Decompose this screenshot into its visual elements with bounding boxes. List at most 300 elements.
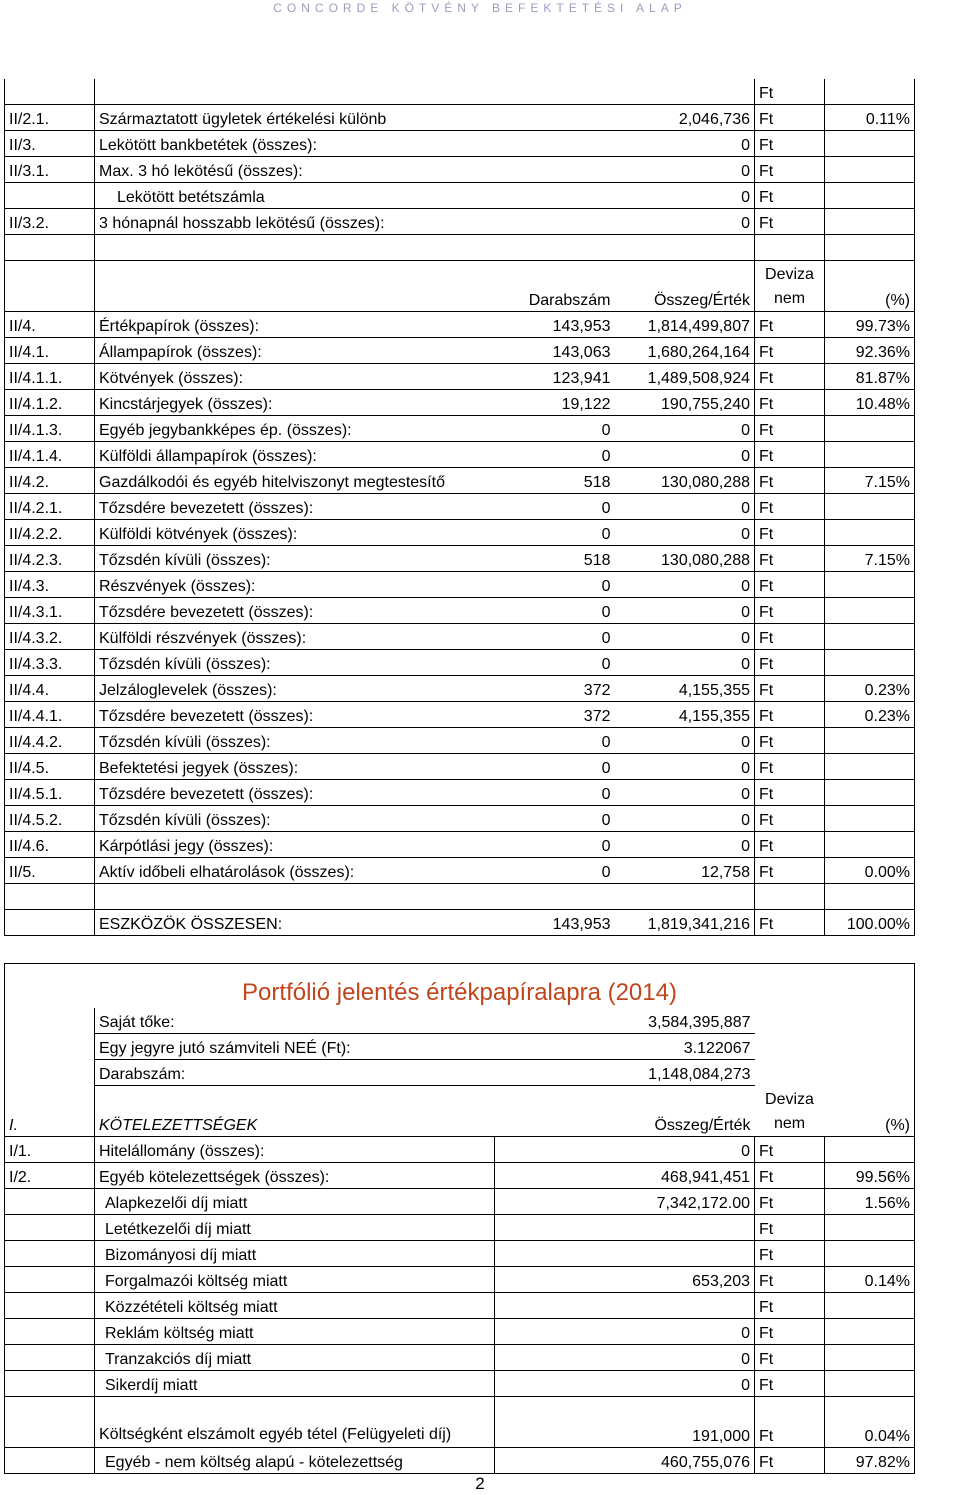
table-row	[5, 390, 915, 416]
code-cell: II/3.2.	[5, 209, 95, 235]
code-cell	[5, 1292, 95, 1318]
pct-cell: 99.56%	[825, 1162, 915, 1188]
table-row	[5, 105, 915, 131]
page-header: CONCORDE KÖTVÉNY BEFEKTETÉSI ALAP	[273, 1, 687, 15]
value-cell: 0	[615, 442, 755, 468]
count-cell: 0	[495, 754, 615, 780]
code-cell: II/3.	[5, 131, 95, 157]
code-cell: II/4.4.1.	[5, 702, 95, 728]
title-row	[5, 964, 915, 1009]
pct-cell	[825, 1240, 915, 1266]
table-row	[5, 1318, 915, 1344]
currency-cell: Ft	[755, 520, 825, 546]
label-cell: Bizományosi díj miatt	[95, 1240, 495, 1266]
count-cell	[495, 157, 615, 183]
table-cell	[495, 1086, 615, 1137]
table-row	[5, 1188, 915, 1214]
code-cell	[5, 1344, 95, 1370]
total-row	[5, 910, 915, 936]
currency-cell: Ft	[755, 1344, 825, 1370]
label-cell: Tőzsdére bevezetett (összes):	[95, 598, 495, 624]
currency-cell: Ft	[755, 1396, 825, 1447]
blank-cell	[495, 1396, 615, 1447]
count-cell: 518	[495, 468, 615, 494]
table-row	[5, 702, 915, 728]
value-cell: 653,203	[615, 1266, 755, 1292]
table-row	[5, 572, 915, 598]
code-cell: II/3.1.	[5, 157, 95, 183]
label-cell: Kincstárjegyek (összes):	[95, 390, 495, 416]
value-cell: 0	[615, 806, 755, 832]
currency-header	[755, 1086, 825, 1137]
pct-cell: 0.11%	[825, 105, 915, 131]
value-cell: 130,080,288	[615, 546, 755, 572]
code-cell: II/4.	[5, 312, 95, 338]
label-cell: Kárpótlási jegy (összes):	[95, 832, 495, 858]
count-cell	[495, 183, 615, 209]
pct-cell: 0.23%	[825, 702, 915, 728]
table-row	[5, 468, 915, 494]
code-cell: II/2.1.	[5, 105, 95, 131]
table-row	[5, 806, 915, 832]
currency-cell: Ft	[755, 494, 825, 520]
assets-table	[4, 79, 915, 936]
code-cell	[5, 1447, 95, 1473]
code-cell	[5, 1240, 95, 1266]
code-cell: II/4.2.1.	[5, 494, 95, 520]
value-cell: 1,489,508,924	[615, 364, 755, 390]
count-cell: 0	[495, 598, 615, 624]
label-cell: Tranzakciós díj miatt	[95, 1344, 495, 1370]
table-row	[5, 131, 915, 157]
currency-cell: Ft	[755, 416, 825, 442]
code-cell	[5, 1060, 95, 1086]
label-cell: Külföldi kötvények (összes):	[95, 520, 495, 546]
table-row	[5, 728, 915, 754]
count-cell: 0	[495, 494, 615, 520]
pct-cell: 0.00%	[825, 858, 915, 884]
value-cell: 0	[615, 650, 755, 676]
label-cell: Költségként elszámolt egyéb tétel (Felügyeleti díj)	[95, 1396, 495, 1447]
total-currency: Ft	[755, 910, 825, 936]
label-cell: Letétkezelői díj miatt	[95, 1214, 495, 1240]
header-row	[5, 1086, 915, 1137]
label-cell: Egyéb - nem költség alapú - kötelezettség	[95, 1447, 495, 1473]
value-cell: 0	[615, 1136, 755, 1162]
label-cell: Hitelállomány (összes):	[95, 1136, 495, 1162]
blank-cell	[495, 1447, 615, 1473]
blank-cell	[495, 1318, 615, 1344]
table-row	[5, 780, 915, 806]
currency-cell: Ft	[755, 858, 825, 884]
value-cell: 2,046,736	[615, 105, 755, 131]
currency-header-top: Deviza	[765, 1090, 814, 1108]
currency-header-bottom: nem	[773, 1114, 806, 1132]
table-row	[5, 650, 915, 676]
pct-cell: 92.36%	[825, 338, 915, 364]
label-cell	[95, 79, 495, 105]
table-row	[5, 1370, 915, 1396]
table-row	[5, 338, 915, 364]
value-cell: 0	[615, 183, 755, 209]
pct-cell	[825, 209, 915, 235]
code-cell: II/4.1.	[5, 338, 95, 364]
info-row	[5, 1060, 915, 1086]
pct-cell	[825, 598, 915, 624]
count-cell: 0	[495, 442, 615, 468]
label-cell: Tőzsdére bevezetett (összes):	[95, 494, 495, 520]
pct-cell	[825, 754, 915, 780]
label-cell: Gazdálkodói és egyéb hitelviszonyt megtestesítő	[95, 468, 495, 494]
table-row	[5, 1447, 915, 1473]
currency-header-bottom: nem	[773, 290, 806, 307]
code-cell	[5, 1396, 95, 1447]
table-cell	[615, 235, 755, 261]
total-label: ESZKÖZÖK ÖSSZESEN:	[95, 910, 495, 936]
count-cell: 0	[495, 806, 615, 832]
info-row	[5, 1034, 915, 1060]
currency-cell: Ft	[755, 1292, 825, 1318]
code-cell: II/4.1.2.	[5, 390, 95, 416]
table-row	[5, 209, 915, 235]
pct-cell: 7.15%	[825, 468, 915, 494]
pct-cell	[825, 728, 915, 754]
empty-row	[5, 884, 915, 910]
currency-cell: Ft	[755, 1188, 825, 1214]
value-cell: 0	[615, 624, 755, 650]
currency-cell: Ft	[755, 572, 825, 598]
pct-cell	[825, 780, 915, 806]
value-cell: 4,155,355	[615, 702, 755, 728]
blank-cell	[495, 1188, 615, 1214]
count-cell: 372	[495, 676, 615, 702]
code-cell	[5, 1214, 95, 1240]
table-row	[5, 416, 915, 442]
pct-cell: 1.56%	[825, 1188, 915, 1214]
currency-cell: Ft	[755, 598, 825, 624]
table-row	[5, 1214, 915, 1240]
blank-cell	[825, 1060, 915, 1086]
table-cell	[495, 235, 615, 261]
currency-cell: Ft	[755, 338, 825, 364]
pct-cell	[825, 79, 915, 105]
label-cell: Tőzsdén kívüli (összes):	[95, 806, 495, 832]
count-cell: 372	[495, 702, 615, 728]
blank-cell	[825, 1008, 915, 1034]
value-cell: 0	[615, 416, 755, 442]
currency-header	[755, 261, 825, 312]
code-cell: II/4.2.	[5, 468, 95, 494]
table-cell	[755, 884, 825, 910]
table-row	[5, 1136, 915, 1162]
info-label: Darabszám:	[95, 1060, 495, 1086]
currency-cell: Ft	[755, 832, 825, 858]
count-cell: 0	[495, 520, 615, 546]
currency-cell: Ft	[755, 79, 825, 105]
currency-cell: Ft	[755, 754, 825, 780]
currency-cell: Ft	[755, 780, 825, 806]
table-row	[5, 442, 915, 468]
pct-cell	[825, 520, 915, 546]
value-cell: 0	[615, 157, 755, 183]
label-cell: Tőzsdére bevezetett (összes):	[95, 780, 495, 806]
code-cell	[5, 1266, 95, 1292]
value-cell: 12,758	[615, 858, 755, 884]
value-cell: 1,814,499,807	[615, 312, 755, 338]
pct-header: (%)	[825, 261, 915, 312]
currency-cell: Ft	[755, 1240, 825, 1266]
code-cell: II/4.3.3.	[5, 650, 95, 676]
value-cell: 0	[615, 1370, 755, 1396]
info-label: Saját tőke:	[95, 1008, 495, 1034]
code-cell: II/4.3.	[5, 572, 95, 598]
table-row	[5, 1344, 915, 1370]
total-count: 143,953	[552, 916, 611, 933]
pct-cell	[825, 1136, 915, 1162]
currency-cell: Ft	[755, 1136, 825, 1162]
label-cell: Értékpapírok (összes):	[95, 312, 495, 338]
label-cell: Max. 3 hó lekötésű (összes):	[95, 157, 495, 183]
table-row	[5, 858, 915, 884]
table-row	[5, 676, 915, 702]
info-label: Egy jegyre jutó számviteli NEÉ (Ft):	[95, 1034, 495, 1060]
blank-cell	[495, 1370, 615, 1396]
currency-cell: Ft	[755, 1318, 825, 1344]
table-cell	[5, 910, 95, 936]
pct-cell	[825, 650, 915, 676]
pct-cell	[825, 832, 915, 858]
blank-cell	[495, 1344, 615, 1370]
pct-cell	[825, 806, 915, 832]
table-row	[5, 520, 915, 546]
pct-cell	[825, 1318, 915, 1344]
count-cell	[495, 209, 615, 235]
value-cell: 0	[615, 1318, 755, 1344]
table-cell	[5, 884, 95, 910]
table-row	[5, 364, 915, 390]
blank-cell	[755, 1034, 825, 1060]
value-cell: 468,941,451	[615, 1162, 755, 1188]
table-cell	[95, 261, 495, 312]
table-cell	[95, 235, 495, 261]
table-row	[5, 546, 915, 572]
label-cell: Egyéb jegybankképes ép. (összes):	[95, 416, 495, 442]
currency-cell: Ft	[755, 728, 825, 754]
section-code: I.	[5, 1086, 95, 1137]
table-cell	[825, 235, 915, 261]
code-cell: I/1.	[5, 1136, 95, 1162]
blank-cell	[755, 1008, 825, 1034]
label-cell: Állampapírok (összes):	[95, 338, 495, 364]
pct-cell: 0.14%	[825, 1266, 915, 1292]
currency-cell: Ft	[755, 1214, 825, 1240]
value-cell	[615, 79, 755, 105]
table-row	[5, 832, 915, 858]
code-cell: I/2.	[5, 1162, 95, 1188]
value-cell: 460,755,076	[661, 1453, 750, 1471]
label-cell: Külföldi részvények (összes):	[95, 624, 495, 650]
label-cell: Jelzáloglevelek (összes):	[95, 676, 495, 702]
table-row	[5, 183, 915, 209]
value-cell: 0	[615, 209, 755, 235]
count-cell: 19,122	[495, 390, 615, 416]
count-cell	[495, 79, 615, 105]
info-value: 1,148,084,273	[495, 1060, 755, 1086]
label-cell: Származtatott ügyletek értékelési különb	[95, 105, 495, 131]
pct-header: (%)	[825, 1086, 915, 1137]
info-row	[5, 1008, 915, 1034]
value-cell: 130,080,288	[615, 468, 755, 494]
count-cell: 0	[495, 780, 615, 806]
blank-cell	[825, 1034, 915, 1060]
label-cell: Befektetési jegyek (összes):	[95, 754, 495, 780]
currency-cell: Ft	[755, 546, 825, 572]
value-cell	[615, 1292, 755, 1318]
label-cell: Egyéb kötelezettségek (összes):	[95, 1162, 495, 1188]
value-cell	[615, 1240, 755, 1266]
pct-cell	[825, 1292, 915, 1318]
table-cell	[95, 884, 495, 910]
currency-cell: Ft	[755, 676, 825, 702]
code-cell	[5, 1034, 95, 1060]
code-cell: II/4.6.	[5, 832, 95, 858]
table-row	[5, 157, 915, 183]
currency-cell: Ft	[755, 1447, 825, 1473]
info-value: 3,584,395,887	[495, 1008, 755, 1034]
currency-cell: Ft	[755, 806, 825, 832]
header-row	[5, 261, 915, 312]
pct-cell: 99.73%	[825, 312, 915, 338]
pct-cell	[825, 183, 915, 209]
value-cell: 0	[615, 1344, 755, 1370]
table-row	[5, 1292, 915, 1318]
count-cell	[495, 131, 615, 157]
table-row	[5, 1396, 915, 1447]
table-cell	[755, 235, 825, 261]
count-cell: 0	[495, 832, 615, 858]
page-number: 2	[475, 1474, 485, 1493]
value-cell: 0	[615, 572, 755, 598]
label-cell: Alapkezelői díj miatt	[95, 1188, 495, 1214]
currency-cell: Ft	[755, 650, 825, 676]
pct-cell	[825, 624, 915, 650]
code-cell: II/4.3.2.	[5, 624, 95, 650]
code-cell	[5, 1188, 95, 1214]
count-cell: 143,953	[495, 312, 615, 338]
table-cell	[5, 261, 95, 312]
code-cell: II/4.5.1.	[5, 780, 95, 806]
label-cell: Kötvények (összes):	[95, 364, 495, 390]
code-cell	[5, 1008, 95, 1034]
code-cell	[5, 1318, 95, 1344]
blank-cell	[755, 1060, 825, 1086]
currency-cell: Ft	[755, 312, 825, 338]
value-cell: 0	[615, 832, 755, 858]
count-cell: 0	[495, 650, 615, 676]
pct-cell: 0.04%	[825, 1396, 915, 1447]
value-cell: 190,755,240	[615, 390, 755, 416]
table-row	[5, 312, 915, 338]
value-cell: 191,000	[615, 1396, 755, 1447]
pct-cell	[825, 442, 915, 468]
pct-cell: 10.48%	[825, 390, 915, 416]
code-cell	[5, 1370, 95, 1396]
total-value: 1,819,341,216	[647, 916, 750, 933]
table-cell	[825, 884, 915, 910]
currency-cell: Ft	[755, 1266, 825, 1292]
value-header: Összeg/Érték	[615, 261, 755, 312]
currency-cell: Ft	[755, 702, 825, 728]
table-row	[5, 754, 915, 780]
currency-cell: Ft	[755, 105, 825, 131]
count-cell: 0	[495, 858, 615, 884]
count-cell: 0	[495, 572, 615, 598]
label-cell: Tőzsdén kívüli (összes):	[95, 650, 495, 676]
code-cell: II/5.	[5, 858, 95, 884]
blank-cell	[495, 1214, 615, 1240]
table-row	[5, 1240, 915, 1266]
table-cell	[5, 235, 95, 261]
label-cell: Reklám költség miatt	[95, 1318, 495, 1344]
blank-cell	[495, 1292, 615, 1318]
report-title: Portfólió jelentés értékpapíralapra (2014)	[242, 979, 677, 1006]
value-cell: 0	[615, 131, 755, 157]
currency-cell: Ft	[755, 157, 825, 183]
value-cell: 0	[615, 520, 755, 546]
count-cell: 123,941	[495, 364, 615, 390]
pct-cell: 81.87%	[825, 364, 915, 390]
label-cell: Külföldi állampapírok (összes):	[95, 442, 495, 468]
code-cell: II/4.3.1.	[5, 598, 95, 624]
pct-cell	[825, 1344, 915, 1370]
count-cell: 0	[495, 728, 615, 754]
table-row	[5, 598, 915, 624]
blank-cell	[495, 1240, 615, 1266]
label-cell: Közzétételi költség miatt	[95, 1292, 495, 1318]
value-cell: 4,155,355	[615, 676, 755, 702]
currency-cell: Ft	[755, 1162, 825, 1188]
code-cell: II/4.4.2.	[5, 728, 95, 754]
currency-cell: Ft	[755, 183, 825, 209]
code-cell: II/4.1.3.	[5, 416, 95, 442]
count-header: Darabszám	[495, 261, 615, 312]
table-cell	[615, 884, 755, 910]
code-cell: II/4.4.	[5, 676, 95, 702]
label-cell: Lekötött betétszámla	[95, 183, 495, 209]
pct-cell	[825, 157, 915, 183]
label-cell: Tőzsdén kívüli (összes):	[95, 728, 495, 754]
pct-cell	[825, 494, 915, 520]
pct-cell: 97.82%	[825, 1447, 915, 1473]
code-cell: II/4.5.2.	[5, 806, 95, 832]
pct-cell: 0.23%	[825, 676, 915, 702]
label-cell: Tőzsdén kívüli (összes):	[95, 546, 495, 572]
count-cell: 0	[495, 624, 615, 650]
liabilities-table	[4, 963, 915, 1474]
table-row	[5, 1266, 915, 1292]
value-cell: 0	[615, 494, 755, 520]
value-cell: 0	[615, 754, 755, 780]
table-row	[5, 494, 915, 520]
label-cell: Tőzsdére bevezetett (összes):	[95, 702, 495, 728]
code-cell: II/4.2.2.	[5, 520, 95, 546]
pct-cell	[825, 572, 915, 598]
blank-cell	[495, 1266, 615, 1292]
section-label: KÖTELEZETTSÉGEK	[95, 1086, 495, 1137]
value-cell: 0	[615, 780, 755, 806]
blank-cell	[495, 1136, 615, 1162]
empty-row	[5, 235, 915, 261]
